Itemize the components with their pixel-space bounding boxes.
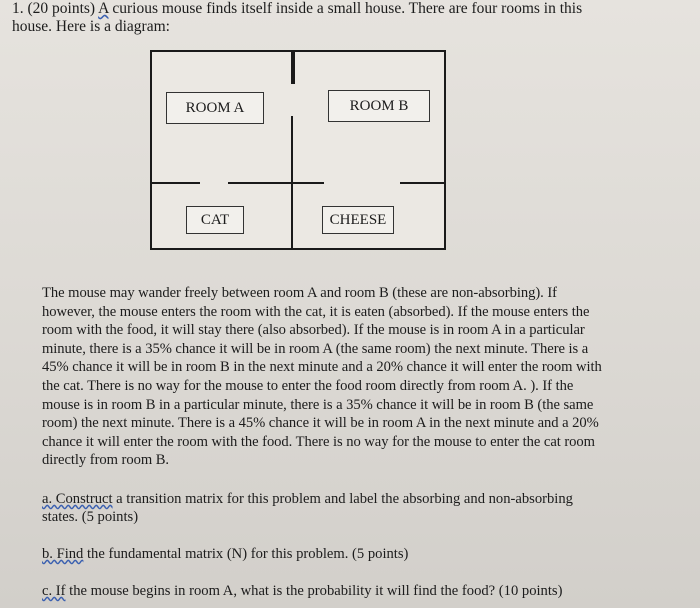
paragraph-line: 45% chance it will be in room B in the next minute and a 20% chance it will enter the room with [42, 359, 602, 376]
wall-horizontal-left [152, 182, 200, 184]
house-diagram [150, 50, 446, 250]
problem-header [12, 0, 692, 36]
paragraph-line: however, the mouse enters the room with the cat, it is eaten (absorbed). If the mouse enters the [42, 303, 590, 320]
spellcheck-word-a: A [98, 0, 109, 17]
wall-horizontal-center [228, 182, 324, 184]
question-b-text: the fundamental matrix (N) for this problem. (5 points) [83, 546, 409, 562]
room-a-label: ROOM A [166, 92, 264, 124]
question-a-line-2: states. (5 points) [42, 509, 139, 525]
problem-number: 1. [12, 0, 24, 17]
question-c [42, 582, 682, 600]
paragraph-line: chance it will enter the room with the food. There is no way for the mouse to enter the cat room [42, 433, 595, 450]
question-a-marker: a. Construct [42, 491, 113, 507]
header-line-2: house. Here is a diagram: [12, 18, 170, 35]
problem-description [42, 284, 682, 470]
paragraph-line: room with the food, it will stay there (also absorbed). If the mouse is in room A in a particular [42, 322, 585, 339]
header-text: curious mouse finds itself inside a small house. There are four rooms in this [112, 0, 583, 17]
room-b-label: ROOM B [328, 90, 430, 122]
question-b-marker: b. Find [42, 546, 84, 562]
paragraph-line: minute, there is a 35% chance it will be in room A (the same room) the next minute. There is a [42, 340, 589, 357]
question-a-text: a transition matrix for this problem and label the absorbing and non-absorbing [112, 491, 573, 507]
question-a [42, 490, 682, 526]
room-cheese-label: CHEESE [322, 206, 394, 234]
paragraph-line: directly from room B. [42, 452, 170, 469]
wall-horizontal-right [400, 182, 446, 184]
question-b [42, 545, 682, 563]
paragraph-line: The mouse may wander freely between room A and room B (these are non-absorbing). If [42, 285, 557, 301]
paragraph-line: room) the next minute. There is a 45% chance it will be in room A in the next minute and a 20% [42, 415, 599, 432]
room-cat-label: CAT [186, 206, 244, 234]
wall-top-center [291, 50, 295, 84]
problem-points: (20 points) [27, 0, 96, 17]
question-c-text: the mouse begins in room A, what is the probability it will find the food? (10 points) [65, 583, 563, 599]
paragraph-line: mouse is in room B in a particular minute, there is a 35% chance it will be in room B (the same [42, 396, 594, 413]
paragraph-line: the cat. There is no way for the mouse to enter the food room directly from room A. ). If the [42, 377, 574, 394]
question-c-marker: c. If [42, 583, 66, 599]
header-line-1 [12, 0, 692, 18]
